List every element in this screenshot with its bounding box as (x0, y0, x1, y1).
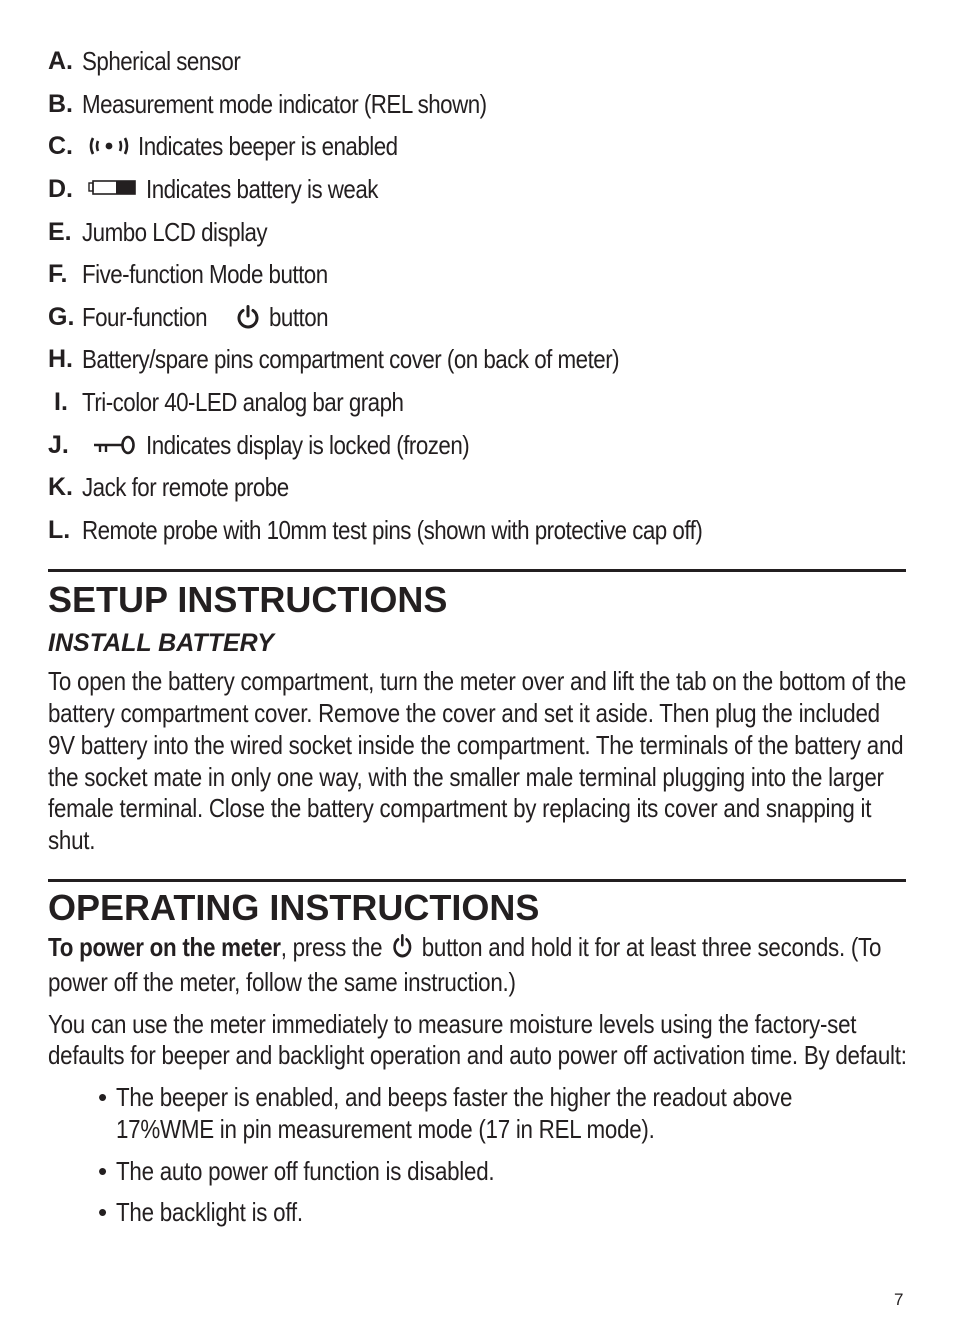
part-item-l (48, 509, 908, 552)
bullet-text: The beeper is enabled, and beeps faster the higher the readout above 17%WME in pin measurement mode (17 in REL mode). (116, 1082, 793, 1144)
part-text: Battery/spare pins compartment cover (on back of meter) (82, 344, 620, 375)
install-battery-subheading: INSTALL BATTERY (48, 629, 274, 658)
list-item (98, 1156, 908, 1188)
part-letter: F. (48, 260, 68, 289)
beeper-icon (88, 135, 130, 157)
part-letter: B. (48, 89, 73, 118)
part-letter: C. (48, 132, 73, 161)
part-letter: A. (48, 47, 73, 76)
part-letter: D. (48, 175, 73, 204)
part-item-a (48, 40, 908, 83)
part-item-f (48, 253, 908, 296)
part-text: Jack for remote probe (82, 472, 289, 503)
section-divider (48, 879, 906, 882)
setup-heading: SETUP INSTRUCTIONS (48, 579, 448, 621)
part-text: Indicates display is locked (frozen) (146, 429, 470, 460)
part-letter: H. (48, 345, 73, 374)
lock-key-icon (92, 433, 138, 457)
power-on-bold: To power on the meter (48, 931, 281, 962)
part-text: Tri-color 40-LED analog bar graph (82, 387, 404, 418)
bullet-icon: • (98, 1082, 108, 1113)
bullet-text: The auto power off function is disabled. (116, 1155, 495, 1186)
power-on-paragraph (48, 932, 908, 999)
section-divider (48, 569, 906, 572)
part-item-b (48, 83, 908, 126)
bullet-text: The backlight is off. (116, 1197, 303, 1228)
part-text: Five-function Mode button (82, 259, 328, 290)
manual-page (48, 40, 908, 1239)
parts-list (48, 40, 908, 551)
part-letter: K. (48, 473, 73, 502)
defaults-paragraph: You can use the meter immediately to measure moisture levels using the factory-set defaults for beeper and backlight operation and auto power off activation time. By default: (48, 1008, 907, 1071)
part-item-c (48, 125, 908, 168)
part-text: Remote probe with 10mm test pins (shown with protective cap off) (82, 514, 703, 545)
part-item-d (48, 168, 908, 211)
part-item-i (48, 381, 908, 424)
bullet-icon: • (98, 1197, 108, 1228)
part-letter: E. (48, 217, 72, 246)
part-item-j (48, 423, 908, 466)
part-text: button (269, 301, 329, 332)
part-item-h (48, 338, 908, 381)
power-icon (390, 933, 414, 967)
power-on-text-continued: button and hold it for at least three seconds. (To power off the meter, follow the same instruction.) (48, 931, 882, 997)
part-text: Indicates battery is weak (146, 174, 378, 205)
power-icon (235, 304, 261, 330)
part-text: Jumbo LCD display (82, 216, 268, 247)
part-item-g (48, 296, 908, 339)
power-on-text: , press the (280, 931, 383, 962)
defaults-list (48, 1082, 908, 1229)
part-text-before: Four-function (82, 301, 208, 332)
part-letter: G. (48, 302, 75, 331)
operating-heading: OPERATING INSTRUCTIONS (48, 886, 540, 928)
part-letter: L. (48, 515, 71, 544)
part-item-k (48, 466, 908, 509)
page-number: 7 (894, 1290, 904, 1309)
list-item (98, 1197, 908, 1229)
setup-paragraph: To open the battery compartment, turn the meter over and lift the tab on the bottom of the battery compartment cover. Remove the cover and set it aside. Then plug the included 9V battery into the wired socket inside the compartment. The terminals of the battery and the socket mate in only one way, with the smaller male terminal plugging into the larger female terminal. Close the battery compartment by replacing its cover and snapping it shut. (48, 666, 907, 856)
part-item-e (48, 210, 908, 253)
part-letter: I. (54, 388, 68, 417)
part-text: Indicates beeper is enabled (138, 131, 398, 162)
list-item (98, 1082, 908, 1146)
part-text: Spherical sensor (82, 46, 241, 77)
battery-weak-icon (88, 179, 138, 199)
part-text: Measurement mode indicator (REL shown) (82, 88, 487, 119)
bullet-icon: • (98, 1155, 108, 1186)
part-letter: J. (48, 430, 69, 459)
